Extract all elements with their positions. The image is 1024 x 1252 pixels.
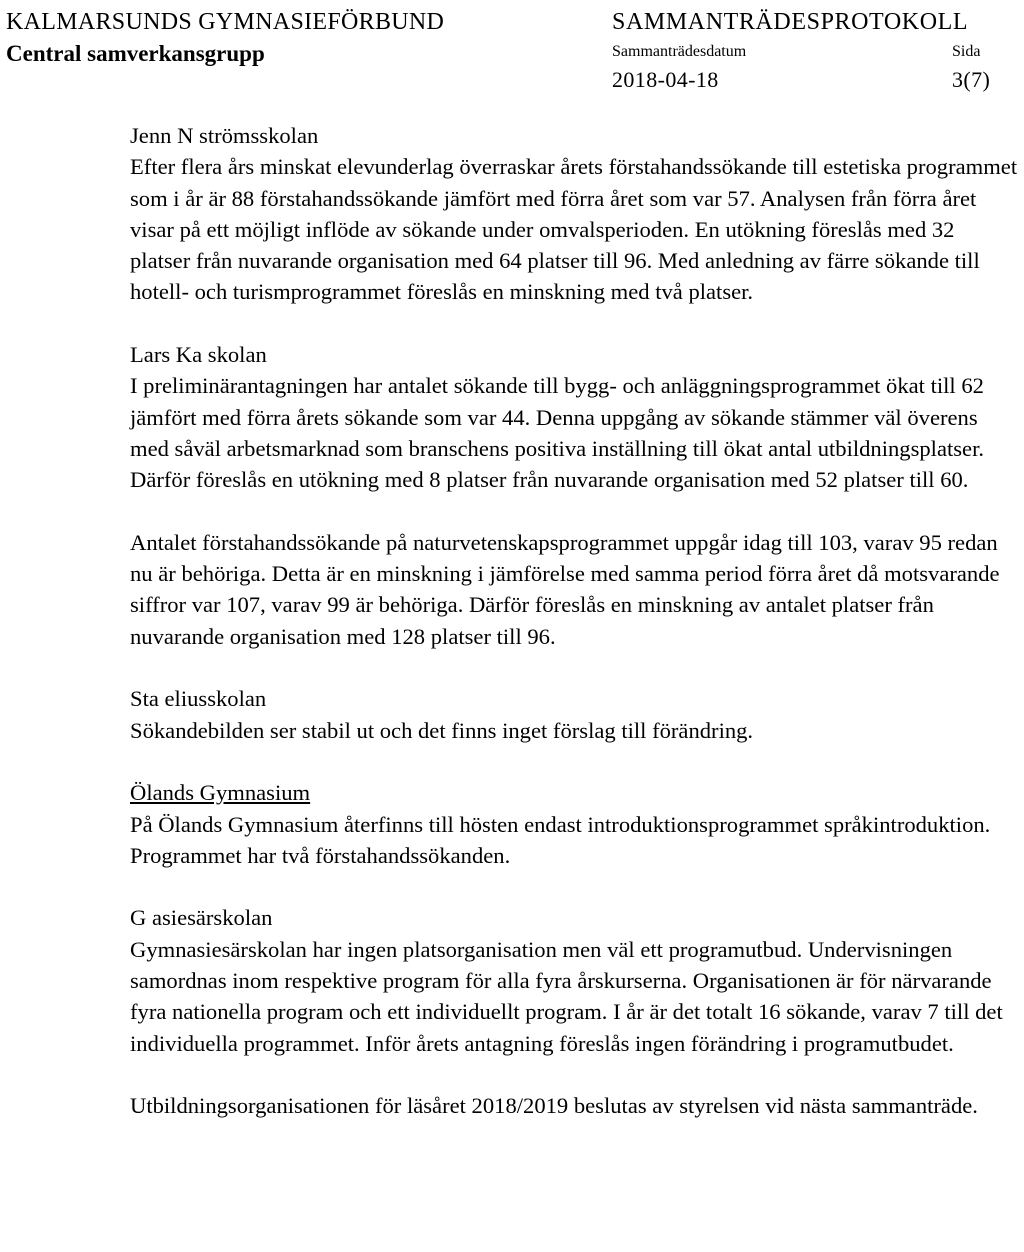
- section-special-school: [130, 902, 1020, 1058]
- document-header-right: [612, 6, 1020, 100]
- meeting-date-label: Sammanträdesdatum: [612, 43, 747, 60]
- section-school-3: [130, 683, 1020, 746]
- meeting-date: 2018-04-18: [612, 67, 719, 92]
- section-body: Antalet förstahandssökande på naturvetenskapsprogrammet uppgår idag till 103, varav 95 redan nu är behöriga. Detta är en minskning i jämförelse med samma period förra året då motsvarande siffror var 107, varav 99 är behöriga. Därför föreslås en minskning av antalet platser från nuvarande organisation med 128 platser till 96.: [130, 529, 1000, 649]
- organization-name: KALMARSUNDS GYMNASIEFÖRBUND: [6, 9, 445, 35]
- section-body: Efter flera års minskat elevunderlag överraskar årets förstahandssökande till estetiska programmet som i år är 88 förstahandssökande jämfört med förra året som var 57. Analysen från förra året visar på ett möjligt inflöde av sökande under omvalsperioden. En utökning föreslås med 32 platser från nuvarande organisation med 64 platser till 96. Med anledning av färre sökande till hotell- och turismprogrammet föreslås en minskning med två platser.: [130, 154, 1018, 305]
- protocol-content: [130, 120, 1020, 1122]
- document-header-left: [6, 6, 444, 70]
- section-school-2: [130, 339, 1020, 495]
- section-heading: Lars Ka skolan: [130, 342, 267, 368]
- section-heading: Ölands Gymnasium: [130, 780, 311, 806]
- section-body: Sökandebilden ser stabil ut och det finns inget förslag till förändring.: [130, 717, 754, 743]
- section-body: Gymnasiesärskolan har ingen platsorganisation men väl ett programutbud. Undervisningen samordnas inom respektive program för alla fyra årskurserna. Organisationen är för närvarande fyra nationella program och ett individuellt program. I år är det totalt 16 sökande, varav 7 till det individuella programmet. Inför årets antagning föreslås ingen förändring i programutbudet.: [130, 936, 1003, 1056]
- final-decision-paragraph: Utbildningsorganisationen för läsåret 2018/2019 beslutas av styrelsen vid nästa sammanträde.: [130, 1093, 978, 1119]
- section-natural-science: [130, 527, 1020, 652]
- page-label: Sida: [952, 43, 981, 60]
- meeting-meta: [612, 38, 1020, 100]
- section-heading: Jenn N strömsskolan: [130, 123, 319, 148]
- section-olands-gymnasium: [130, 777, 1020, 871]
- document-type: SAMMANTRÄDESPROTOKOLL: [612, 9, 969, 35]
- section-heading: G asiesärskolan: [130, 905, 273, 931]
- group-name: Central samverkansgrupp: [6, 41, 265, 66]
- section-body: I preliminärantagningen har antalet sökande till bygg- och anläggningsprogrammet ökat till 62 jämfört med förra årets sökande som var 44. Denna uppgång av sökande stämmer väl överens med såväl arbetsmarknad som branschens positiva inställning till ökat antal utbildningsplatser. Därför föreslås en utökning med 8 platser från nuvarande organisation med 52 platser till 60.: [130, 373, 985, 493]
- section-school-1: [130, 120, 1020, 308]
- section-heading: Sta eliusskolan: [130, 686, 267, 712]
- section-body: På Ölands Gymnasium återfinns till hösten endast introduktionsprogrammet språkintroduktion. Programmet har två förstahandssökanden.: [130, 811, 991, 868]
- page-number: 3(7): [952, 67, 991, 92]
